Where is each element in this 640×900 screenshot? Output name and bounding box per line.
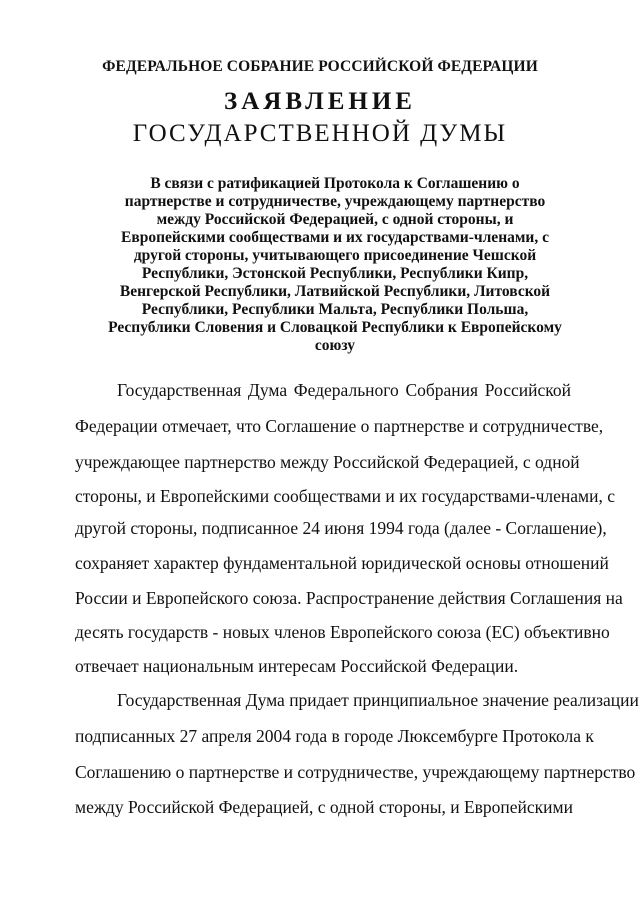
paragraph-line: сохраняет характер фундаментальной юридической основы отношений (75, 553, 609, 573)
paragraph-line: стороны, и Европейскими сообществами и их государствами-членами, с (75, 486, 615, 506)
paragraph-line: учреждающее партнерство между Российской Федерацией, с одной (75, 452, 580, 472)
caption-line: Европейскими сообществами и их государствами-членами, с (121, 229, 549, 246)
document-caption (100, 175, 570, 355)
caption-line: Республики Словения и Словацкой Республики к Европейскому (108, 319, 562, 336)
paragraph-line: Государственная Дума придает принципиальное значение реализации (117, 690, 639, 710)
caption-line: В связи с ратификацией Протокола к Соглашению о (150, 175, 520, 192)
caption-line: партнерстве и сотрудничестве, учреждающему партнерство (124, 193, 546, 210)
paragraph-line: России и Европейского союза. Распространение действия Соглашения на (75, 588, 623, 608)
caption-line: другой стороны, учитывающего присоединение Чешской (133, 247, 537, 264)
caption-line: Республики, Эстонской Республики, Республики Кипр, (141, 265, 529, 282)
caption-line: Республики, Республики Мальта, Республики Польша, (141, 301, 529, 318)
paragraph-line: подписанных 27 апреля 2004 года в городе Люксембурге Протокола к (75, 726, 594, 746)
caption-line: Венгерской Республики, Латвийской Республики, Литовской (119, 283, 551, 300)
document-header: ФЕДЕРАЛЬНОЕ СОБРАНИЕ РОССИЙСКОЙ ФЕДЕРАЦИИ (102, 58, 538, 75)
document-title: ЗАЯВЛЕНИЕ (224, 88, 416, 115)
paragraph-line: Федерации отмечает, что Соглашение о партнерстве и сотрудничестве, (75, 416, 604, 436)
document-subtitle: ГОСУДАРСТВЕННОЙ ДУМЫ (132, 120, 508, 147)
paragraph-line: Соглашению о партнерстве и сотрудничестве, учреждающему партнерство (75, 762, 636, 782)
paragraph-line: между Российской Федерацией, с одной стороны, и Европейскими (75, 797, 573, 817)
paragraph-line: десять государств - новых членов Европейского союза (ЕС) объективно (75, 622, 610, 642)
paragraph-line: Государственная Дума Федерального Собрания Российской (117, 380, 571, 400)
paragraph-line: другой стороны, подписанное 24 июня 1994 года (далее - Соглашение), (75, 518, 607, 538)
paragraph-line: отвечает национальным интересам Российской Федерации. (75, 656, 519, 676)
caption-line: между Российской Федерацией, с одной стороны, и (156, 211, 514, 228)
caption-line: союзу (314, 337, 356, 354)
